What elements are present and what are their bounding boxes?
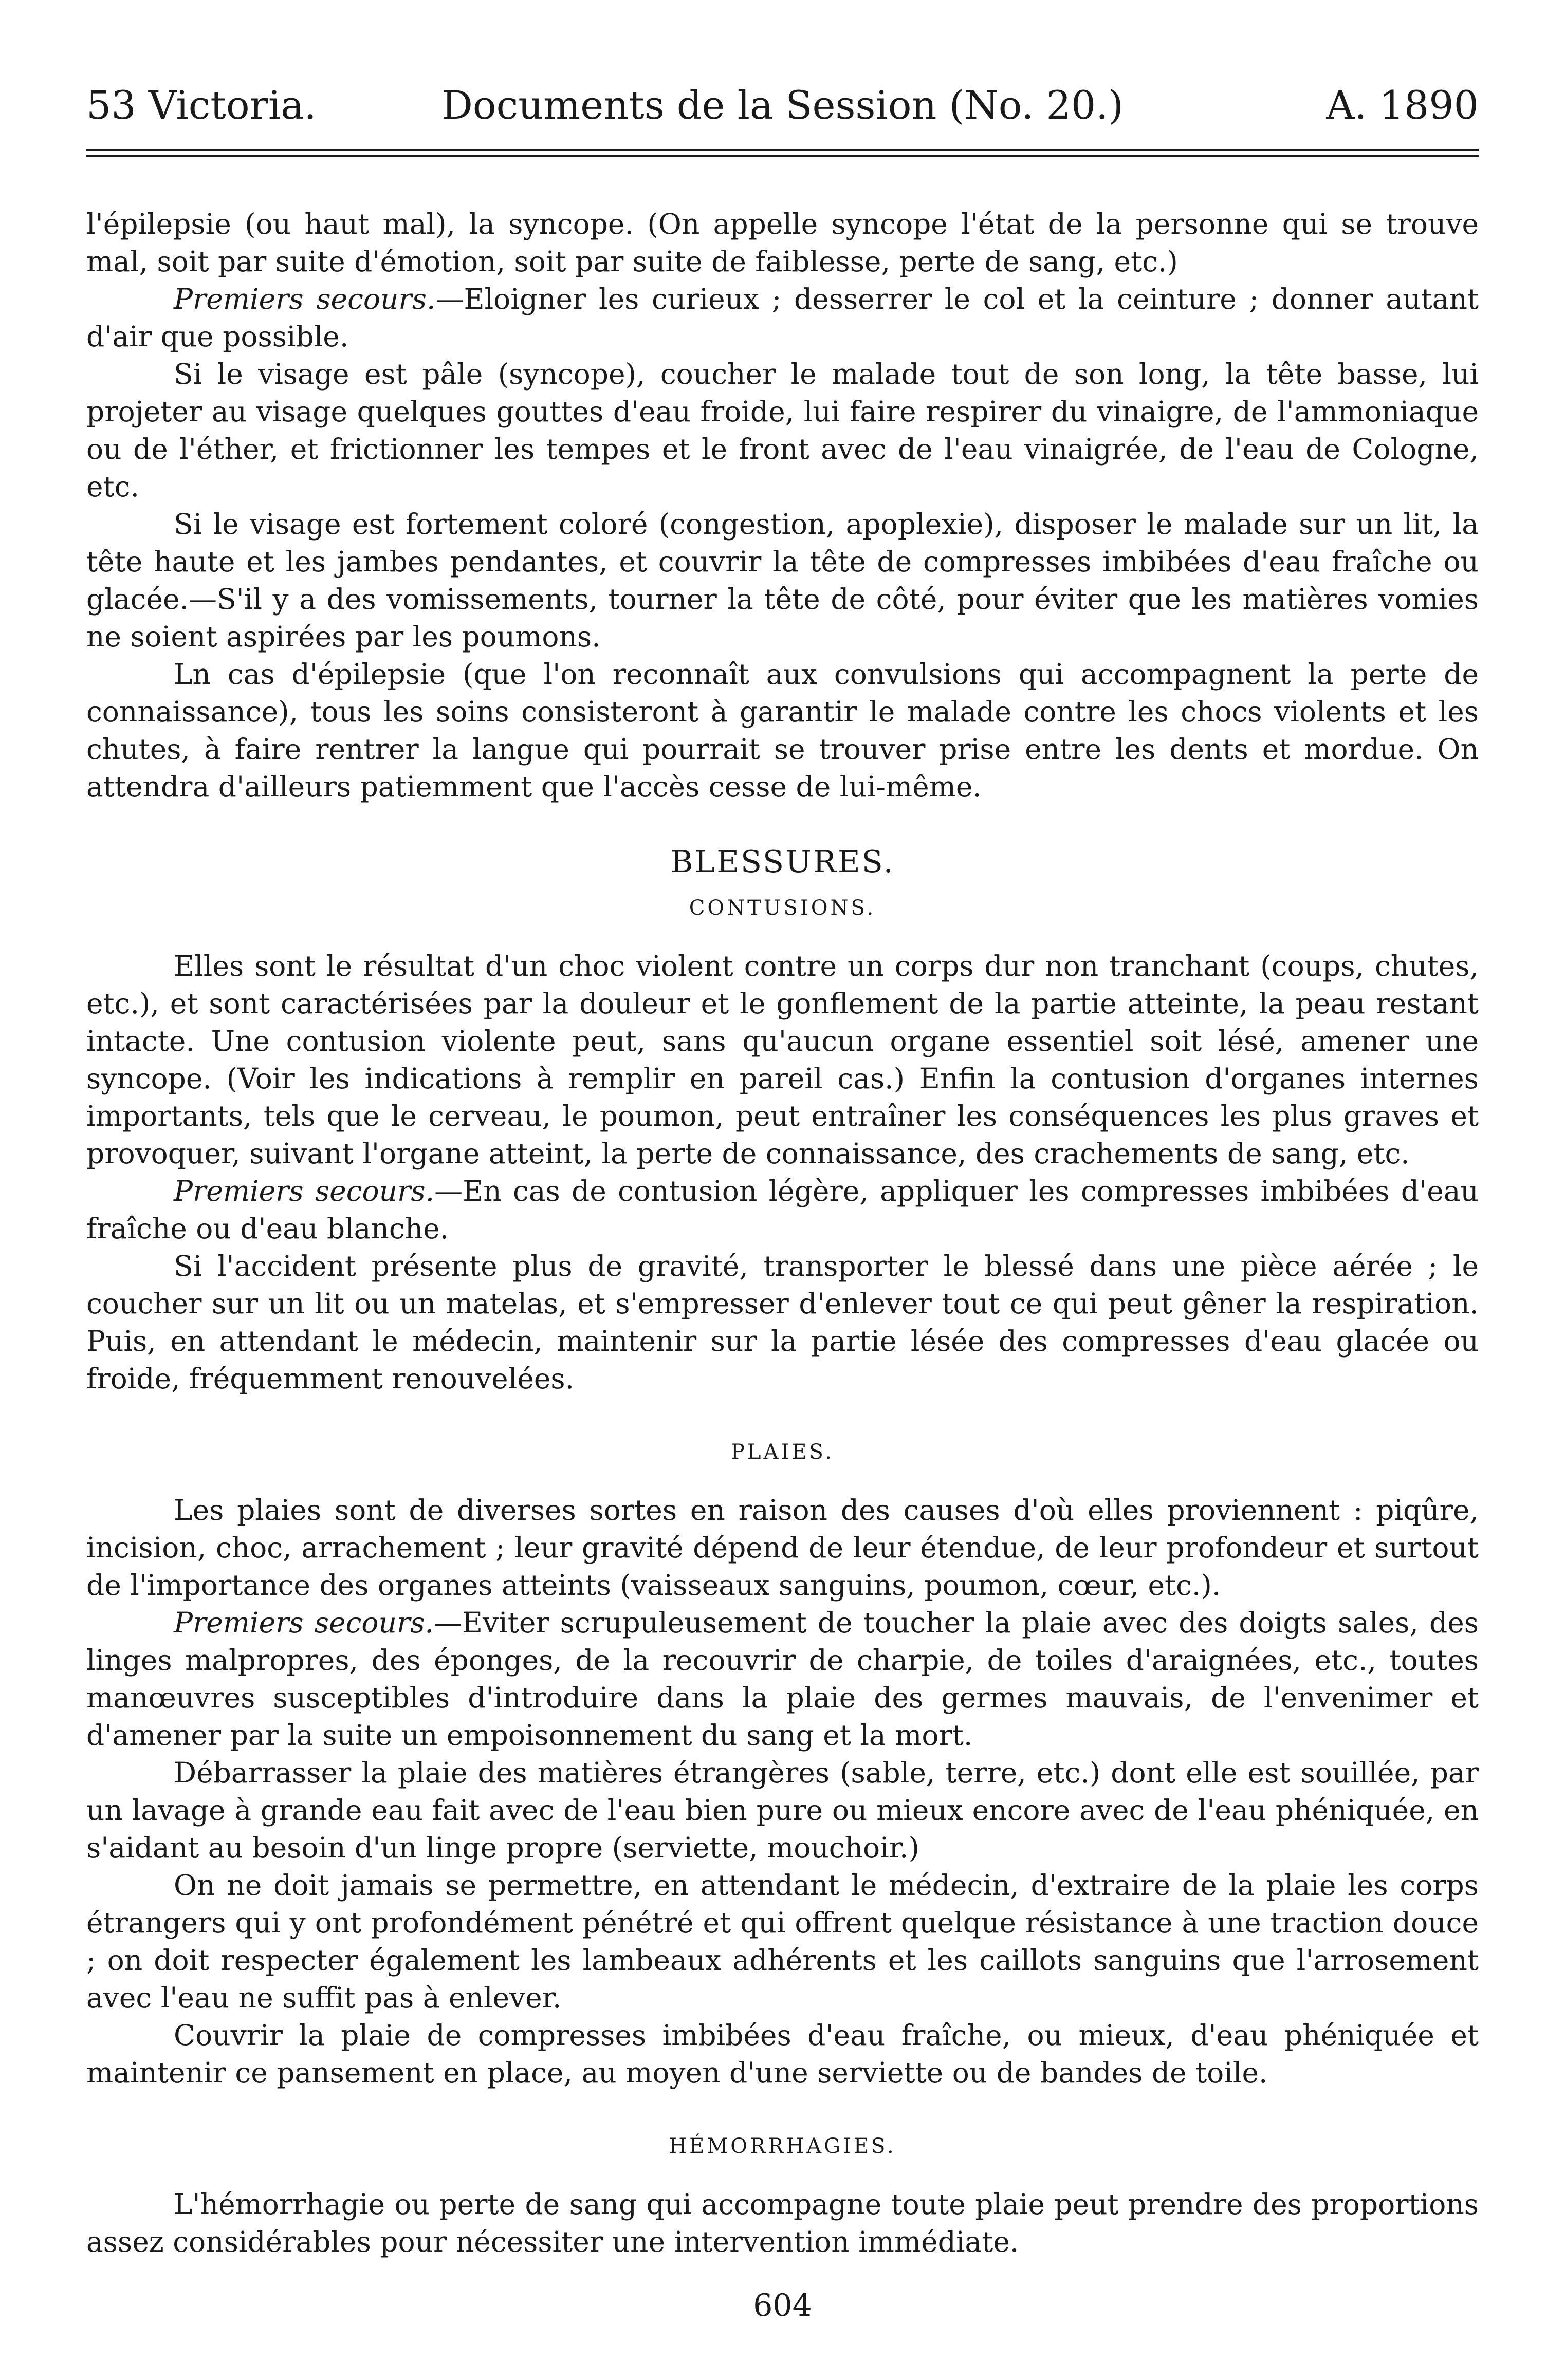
paragraph-plaies-corps-etrangers: On ne doit jamais se permettre, en attendant le médecin, d'extraire de la plaie les corps étrangers qui y ont profondément pénétré et qui offrent quelque résistance à une traction douce ; on doit respecter également les lambeaux adhérents et les caillots sanguins que l'arrosement avec l'eau ne suffit pas à enlever. [86, 1869, 1479, 2014]
header-regnal-year: 53 Victoria. [86, 82, 317, 128]
paragraph-syncope: Si le visage est pâle (syncope), coucher le malade tout de son long, la tête basse, lui projeter au visage quelques gouttes d'eau froide, lui faire respirer du vinaigre, de l'ammoniaque ou de l'éther, et frictionner les tempes et le front avec de l'eau vinaigrée, de l'eau de Cologne, etc. [86, 358, 1479, 503]
paragraph-contusions-premiers-secours [86, 1173, 1479, 1248]
paragraph-text: —Eviter scrupuleusement de toucher la plaie avec des doigts sales, des linges malpropres, des éponges, de la recouvrir de charpie, de toiles d'araignées, etc., toutes manœuvres susceptibles d'introduire dans la plaie des germes mauvais, de l'envenimer et d'amener par la suite un empoisonnement du sang et la mort. [86, 1606, 1479, 1752]
subheading-contusions: CONTUSIONS. [689, 896, 876, 920]
paragraph-epilepsie-continued: l'épilepsie (ou haut mal), la syncope. (On appelle syncope l'état de la personne qui se trouve mal, soit par suite d'émotion, soit par suite de faiblesse, perte de sang, etc.) [86, 208, 1479, 278]
premiers-secours-lead: Premiers secours. [174, 1175, 435, 1207]
paragraph-plaies-premiers-secours [86, 1604, 1479, 1754]
paragraph-text: —Eloigner les curieux ; desserrer le col et la ceinture ; donner autant d'air que possible. [86, 283, 1479, 353]
header-title: Documents de la Session (No. 20.) [441, 82, 1124, 128]
subheading-plaies: PLAIES. [730, 1440, 835, 1464]
paragraph-plaies-definition: Les plaies sont de diverses sortes en raison des causes d'où elles proviennent : piqûre, incision, choc, arrachement ; leur gravité dépend de leur étendue, de leur profondeur et surtout de l'importance des organes atteints (vaisseaux sanguins, poumon, cœur, etc.). [86, 1494, 1479, 1602]
paragraph-epilepsie: Ln cas d'épilepsie (que l'on reconnaît aux convulsions qui accompagnent la perte de connaissance), tous les soins consisteront à garantir le malade contre les chocs violents et les chutes, à faire rentrer la langue qui pourrait se trouver prise entre les dents et mordue. On attendra d'ailleurs patiemment que l'accès cesse de lui-même. [86, 658, 1479, 803]
premiers-secours-lead: Premiers secours. [174, 283, 436, 315]
header-double-rule [86, 149, 1479, 157]
paragraph-plaies-pansement: Couvrir la plaie de compresses imbibées d'eau fraîche, ou mieux, d'eau phéniquée et maintenir ce pansement en place, au moyen d'une serviette ou de bandes de toile. [86, 2019, 1479, 2089]
subheading-hemorrhagies: HÉMORRHAGIES. [669, 2134, 896, 2158]
paragraph-congestion: Si le visage est fortement coloré (congestion, apoplexie), disposer le malade sur un lit, la tête haute et les jambes pendantes, et couvrir la tête de compresses imbibées d'eau fraîche ou glacée.—S'il y a des vomissements, tourner la tête de côté, pour éviter que les matières vomies ne soient aspirées par les poumons. [86, 508, 1479, 653]
paragraph-premiers-secours [86, 281, 1479, 356]
header-year: A. 1890 [1326, 82, 1479, 128]
paragraph-hemorrhagie: L'hémorrhagie ou perte de sang qui accompagne toute plaie peut prendre des proportions assez considérables pour nécessiter une intervention immédiate. [86, 2188, 1479, 2258]
section-heading-blessures: BLESSURES. [670, 844, 895, 880]
paragraph-contusions-gravite: Si l'accident présente plus de gravité, transporter le blessé dans une pièce aérée ; le coucher sur un lit ou un matelas, et s'empresser d'enlever tout ce qui peut gêner la respiration. Puis, en attendant le médecin, maintenir sur la partie lésée des compresses d'eau glacée ou froide, fréquemment renouvelées. [86, 1250, 1479, 1395]
running-header [86, 77, 1479, 134]
paragraph-plaies-nettoyage: Débarrasser la plaie des matières étrangères (sable, terre, etc.) dont elle est souillée, par un lavage à grande eau fait avec de l'eau bien pure ou mieux encore avec de l'eau phéniquée, en s'aidant au besoin d'un linge propre (serviette, mouchoir.) [86, 1756, 1479, 1864]
premiers-secours-lead: Premiers secours. [174, 1606, 434, 1639]
paragraph-contusions-definition: Elles sont le résultat d'un choc violent contre un corps dur non tranchant (coups, chutes, etc.), et sont caractérisées par la douleur et le gonflement de la partie atteinte, la peau restant intacte. Une contusion violente peut, sans qu'aucun organe essentiel soit lésé, amener une syncope. (Voir les indications à remplir en pareil cas.) Enfin la contusion d'organes internes importants, tels que le cerveau, le poumon, peut entraîner les conséquences les plus graves et provoquer, suivant l'organe atteint, la perte de connaissance, des crachements de sang, etc. [86, 950, 1479, 1170]
paragraph-text: —En cas de contusion légère, appliquer les compresses imbibées d'eau fraîche ou d'eau blanche. [86, 1175, 1479, 1245]
body-text [86, 206, 1479, 2261]
page-number: 604 [753, 2288, 812, 2323]
